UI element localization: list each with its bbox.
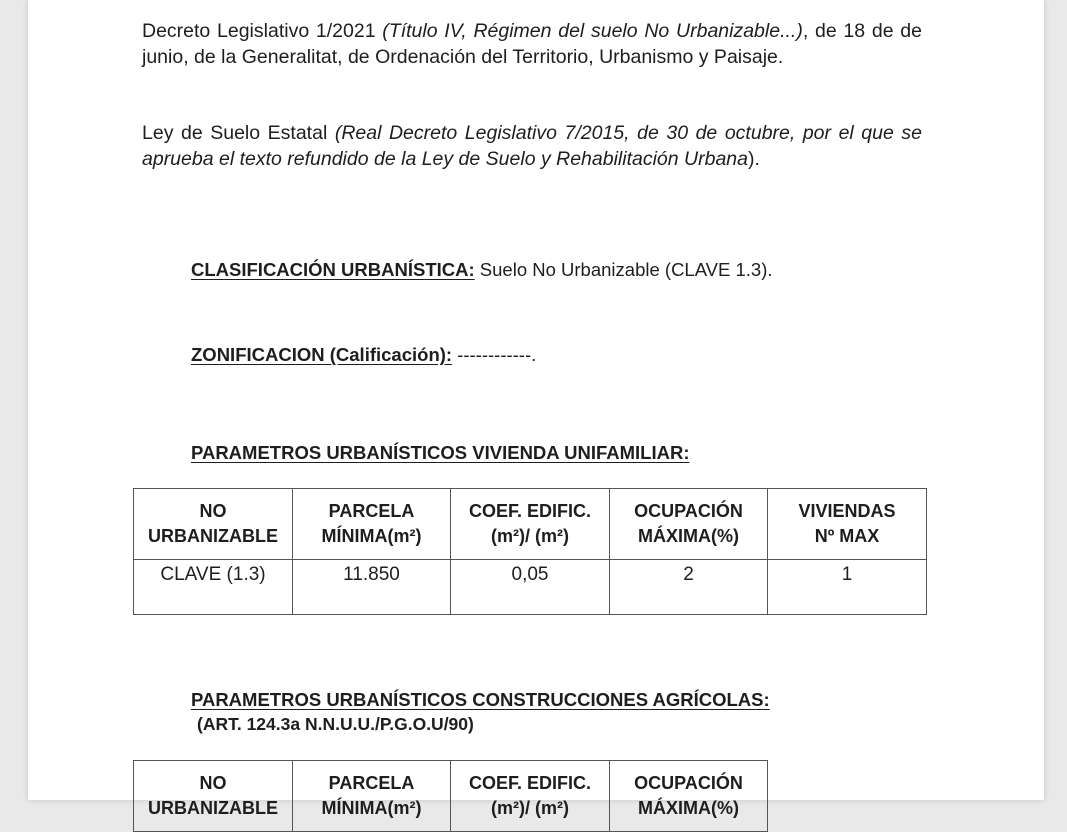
header-cell: COEF. EDIFIC. (m²)/ (m²): [451, 489, 610, 560]
decreto-paragraph: [142, 18, 922, 70]
ley-italic-text: (Real Decreto Legislativo 7/2015, de 30 de octubre, por el que se aprueba el texto refundido de la Ley de Suelo y Rehabilitación Urbana: [142, 122, 922, 170]
clasificacion-line: [191, 258, 773, 282]
ley-suelo-paragraph: [142, 120, 922, 172]
header-cell: PARCELA MÍNIMA(m²): [293, 761, 451, 832]
decreto-text: Decreto Legislativo 1/2021: [142, 20, 383, 42]
decreto-text-end: , de 18 de de junio, de la Generalitat, de Ordenación del Territorio, Urbanismo y Paisaje.: [142, 20, 922, 68]
header-cell: OCUPACIÓN MÁXIMA(%): [610, 489, 768, 560]
header-cell: VIVIENDAS Nº MAX: [768, 489, 927, 560]
table-cell: 1: [768, 560, 927, 615]
header-cell: NO URBANIZABLE: [134, 761, 293, 832]
clasificacion-label: CLASIFICACIÓN URBANÍSTICA:: [191, 259, 475, 280]
table-header-row: [134, 489, 927, 560]
document-page: [28, 0, 1044, 818]
agricolas-subtitle: (ART. 124.3a N.N.U.U./P.G.O.U/90): [197, 714, 474, 734]
zonificacion-line: [191, 343, 536, 367]
table-row: [134, 560, 927, 615]
vivienda-params-table: [133, 488, 927, 615]
ley-text-end: ).: [748, 148, 760, 170]
header-cell: OCUPACIÓN MÁXIMA(%): [610, 761, 768, 832]
table-cell: 2: [610, 560, 768, 615]
vivienda-title-text: PARAMETROS URBANÍSTICOS VIVIENDA UNIFAMILIAR:: [191, 442, 690, 463]
header-cell: NO URBANIZABLE: [134, 489, 293, 560]
decreto-italic-text: (Título IV, Régimen del suelo No Urbanizable...): [382, 20, 803, 42]
table-cell: 0,05: [451, 560, 610, 615]
vivienda-title: [191, 441, 689, 465]
agricolas-title: [191, 688, 770, 712]
clasificacion-value: Suelo No Urbanizable (CLAVE 1.3).: [474, 259, 773, 280]
agricolas-params-table: [133, 760, 768, 832]
agricolas-title-text: PARAMETROS URBANÍSTICOS CONSTRUCCIONES AGRÍCOLAS:: [191, 689, 770, 710]
table-cell: 11.850: [293, 560, 451, 615]
table-header-row: [134, 761, 768, 832]
header-cell: PARCELA MÍNIMA(m²): [293, 489, 451, 560]
zonificacion-value: ------------.: [452, 344, 537, 365]
ley-text: Ley de Suelo Estatal: [142, 122, 335, 144]
table-cell: CLAVE (1.3): [134, 560, 293, 615]
zonificacion-label: ZONIFICACION (Calificación):: [191, 344, 453, 365]
header-cell: COEF. EDIFIC. (m²)/ (m²): [451, 761, 610, 832]
